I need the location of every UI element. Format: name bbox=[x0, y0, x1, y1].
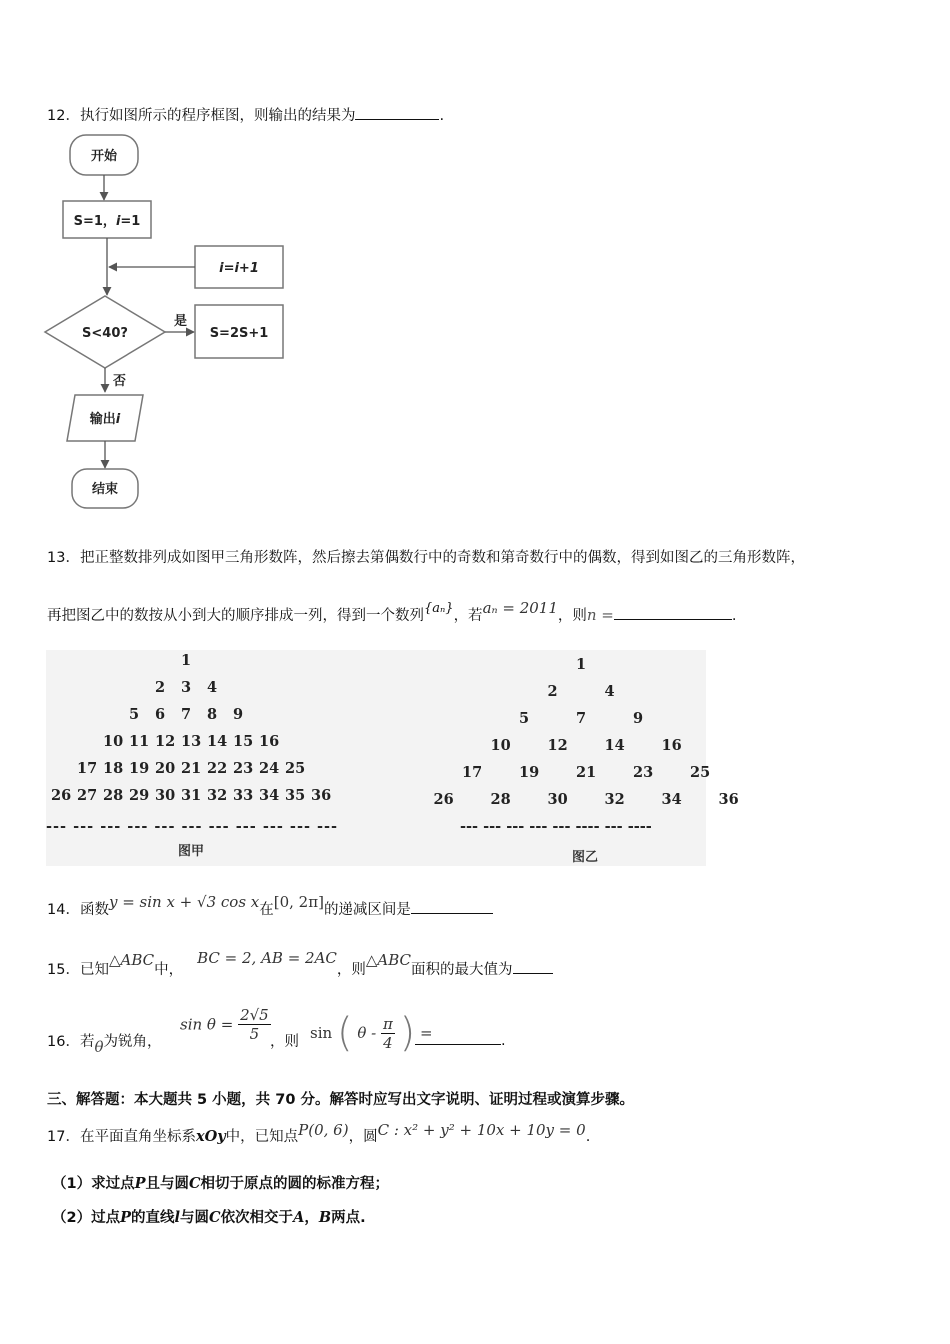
triangle-a-caption: 图甲 bbox=[178, 844, 205, 859]
triangle-a-number: 20 bbox=[155, 760, 176, 777]
update-label: S=2S+1 bbox=[209, 326, 269, 341]
triangle-a-number: 1 bbox=[181, 652, 192, 669]
question-text: 执行如图所示的程序框图，则输出的结果为 bbox=[79, 108, 356, 124]
question-12: 12．执行如图所示的程序框图，则输出的结果为 . bbox=[47, 104, 444, 125]
triangle-a-number: 25 bbox=[285, 760, 306, 777]
target-expression: sin ( θ - $\frac{\pi}{4}$ ) = bbox=[310, 1010, 433, 1056]
triangle-b-number: 4 bbox=[604, 683, 615, 700]
triangle-a-number: 24 bbox=[259, 760, 280, 777]
condition-formula: BC = 2, AB = 2AC bbox=[197, 949, 337, 967]
triangle-b-number: 17 bbox=[462, 764, 483, 781]
triangle-a-number: 34 bbox=[259, 787, 280, 804]
triangle-b-number: 32 bbox=[604, 791, 625, 808]
triangle-b-number: 23 bbox=[633, 764, 654, 781]
triangle-a-number: 22 bbox=[207, 760, 228, 777]
condition-label: S<40? bbox=[82, 326, 128, 341]
triangle-a-number: 36 bbox=[311, 787, 332, 804]
coord-system: xOy bbox=[195, 1128, 226, 1145]
question-number: 17． bbox=[47, 1129, 80, 1145]
triangle-b-number: 25 bbox=[690, 764, 711, 781]
answer-blank[interactable] bbox=[614, 605, 732, 620]
answer-blank[interactable] bbox=[355, 105, 439, 120]
triangle-b-number: 10 bbox=[490, 737, 511, 754]
triangle-b-number: 21 bbox=[576, 764, 597, 781]
triangle-a-number: 35 bbox=[285, 787, 306, 804]
triangle-b-number: 34 bbox=[661, 791, 682, 808]
triangle-b-number: 36 bbox=[718, 791, 739, 808]
answer-blank[interactable] bbox=[513, 959, 553, 974]
interval: [0, 2π] bbox=[273, 893, 324, 911]
answer-blank[interactable] bbox=[415, 1030, 501, 1045]
triangle-b-number: 26 bbox=[433, 791, 454, 808]
triangle-a-number: 5 bbox=[129, 706, 140, 723]
question-13-line1: 13．把正整数排列成如图甲三角形数阵，然后擦去第偶数行中的奇数和第奇数行中的偶数，得到如图乙的三角形数阵， bbox=[47, 550, 805, 566]
triangle-a-number: 30 bbox=[155, 787, 176, 804]
triangle-a-number: 2 bbox=[155, 679, 166, 696]
triangle-a-number: 19 bbox=[129, 760, 150, 777]
triangle-a-number: 13 bbox=[181, 733, 202, 750]
triangle-a-number: 10 bbox=[103, 733, 124, 750]
triangle-a-number: 18 bbox=[103, 760, 124, 777]
question-number: 14． bbox=[47, 902, 80, 918]
question-number: 16． bbox=[47, 1034, 80, 1050]
triangle-a-number: 9 bbox=[233, 706, 244, 723]
no-label: 否 bbox=[113, 374, 127, 389]
triangle-b-caption: 图乙 bbox=[572, 850, 599, 865]
sin-theta-formula: sin θ = $\frac{2√5}{5}$ bbox=[180, 1006, 269, 1043]
triangle-b-dots: --- --- --- --- --- ---- --- ---- bbox=[460, 818, 652, 835]
increment-label: i=i+1 bbox=[219, 261, 259, 276]
triangle-b-number: 19 bbox=[519, 764, 540, 781]
end-label: 结束 bbox=[91, 482, 119, 497]
triangle-b-number: 5 bbox=[519, 710, 530, 727]
triangle-b-number: 16 bbox=[661, 737, 682, 754]
function-formula: y = sin x + √3 cos x bbox=[108, 893, 260, 911]
theta: θ bbox=[94, 1038, 104, 1056]
output-label: 输出i bbox=[89, 412, 121, 427]
section-title: 三、解答题：本大题共 5 小题，共 70 分。解答时应写出文字说明、证明过程或演算步骤。 bbox=[47, 1092, 634, 1108]
triangle-a-number: 8 bbox=[207, 706, 218, 723]
triangle-b-number: 2 bbox=[547, 683, 558, 700]
triangle-a-number: 26 bbox=[51, 787, 72, 804]
point-p: P(0, 6) bbox=[298, 1121, 349, 1139]
triangle-notation: △ABC bbox=[108, 951, 155, 969]
question-17-part1: （1）求过点P且与圆C相切于原点的圆的标准方程； bbox=[52, 1175, 390, 1192]
triangle-a-number: 6 bbox=[155, 706, 166, 723]
triangle-a-number: 28 bbox=[103, 787, 124, 804]
question-17: 17．在平面直角坐标系xOy中，已知点P(0, 6)，圆C : x² + y² + 10x + 10y = 0. bbox=[47, 1121, 591, 1145]
answer-blank[interactable] bbox=[411, 899, 493, 914]
yes-label: 是 bbox=[174, 314, 188, 329]
triangle-a-number: 4 bbox=[207, 679, 218, 696]
start-label: 开始 bbox=[90, 149, 118, 164]
triangle-b-number: 1 bbox=[576, 656, 587, 673]
triangle-b-number: 28 bbox=[490, 791, 511, 808]
triangle-a-number: 33 bbox=[233, 787, 254, 804]
triangle-a-number: 12 bbox=[155, 733, 176, 750]
triangle-b-number: 7 bbox=[576, 710, 587, 727]
init-label: S=1，i=1 bbox=[73, 214, 141, 229]
flowchart bbox=[40, 130, 300, 515]
triangle-b-number: 9 bbox=[633, 710, 644, 727]
triangle-a-number: 16 bbox=[259, 733, 280, 750]
circle-equation: C : x² + y² + 10x + 10y = 0 bbox=[377, 1121, 586, 1139]
triangle-a-number: 21 bbox=[181, 760, 202, 777]
question-16: 16．若θ为锐角， bbox=[47, 1034, 162, 1056]
question-14: 14．函数y = sin x + √3 cos x在[0, 2π]的递减区间是 bbox=[47, 898, 493, 919]
triangle-notation-2: △ABC bbox=[365, 951, 412, 969]
triangle-a-number: 29 bbox=[129, 787, 150, 804]
question-number: 12． bbox=[47, 108, 80, 124]
triangle-a-number: 11 bbox=[129, 733, 150, 750]
triangle-a-number: 15 bbox=[233, 733, 254, 750]
triangle-a-number: 17 bbox=[77, 760, 98, 777]
triangle-a-number: 14 bbox=[207, 733, 228, 750]
sequence-notation: {aₙ} bbox=[424, 601, 454, 616]
question-15: 15．已知△ABC中，BC = 2, AB = 2AC，则△ABC面积的最大值为 bbox=[47, 958, 553, 979]
triangle-a-number: 23 bbox=[233, 760, 254, 777]
triangle-a-number: 32 bbox=[207, 787, 228, 804]
question-17-part2: （2）过点P的直线l与圆C依次相交于A，B两点. bbox=[52, 1209, 366, 1226]
triangle-a-number: 31 bbox=[181, 787, 202, 804]
triangle-b-number: 30 bbox=[547, 791, 568, 808]
condition-formula: aₙ = 2011 bbox=[482, 599, 558, 617]
question-13-line2: 再把图乙中的数按从小到大的顺序排成一列，得到一个数列{aₙ}，若aₙ = 2011，则n = . bbox=[47, 599, 737, 624]
triangle-a-number: 3 bbox=[181, 679, 192, 696]
triangle-a-number: 7 bbox=[181, 706, 192, 723]
triangle-a-number: 27 bbox=[77, 787, 98, 804]
triangle-b-number: 12 bbox=[547, 737, 568, 754]
triangle-a-dots: --- --- --- --- --- --- --- --- --- --- --- bbox=[46, 818, 339, 835]
question-number: 13． bbox=[47, 550, 80, 566]
triangle-b-number: 14 bbox=[604, 737, 625, 754]
question-number: 15． bbox=[47, 962, 80, 978]
